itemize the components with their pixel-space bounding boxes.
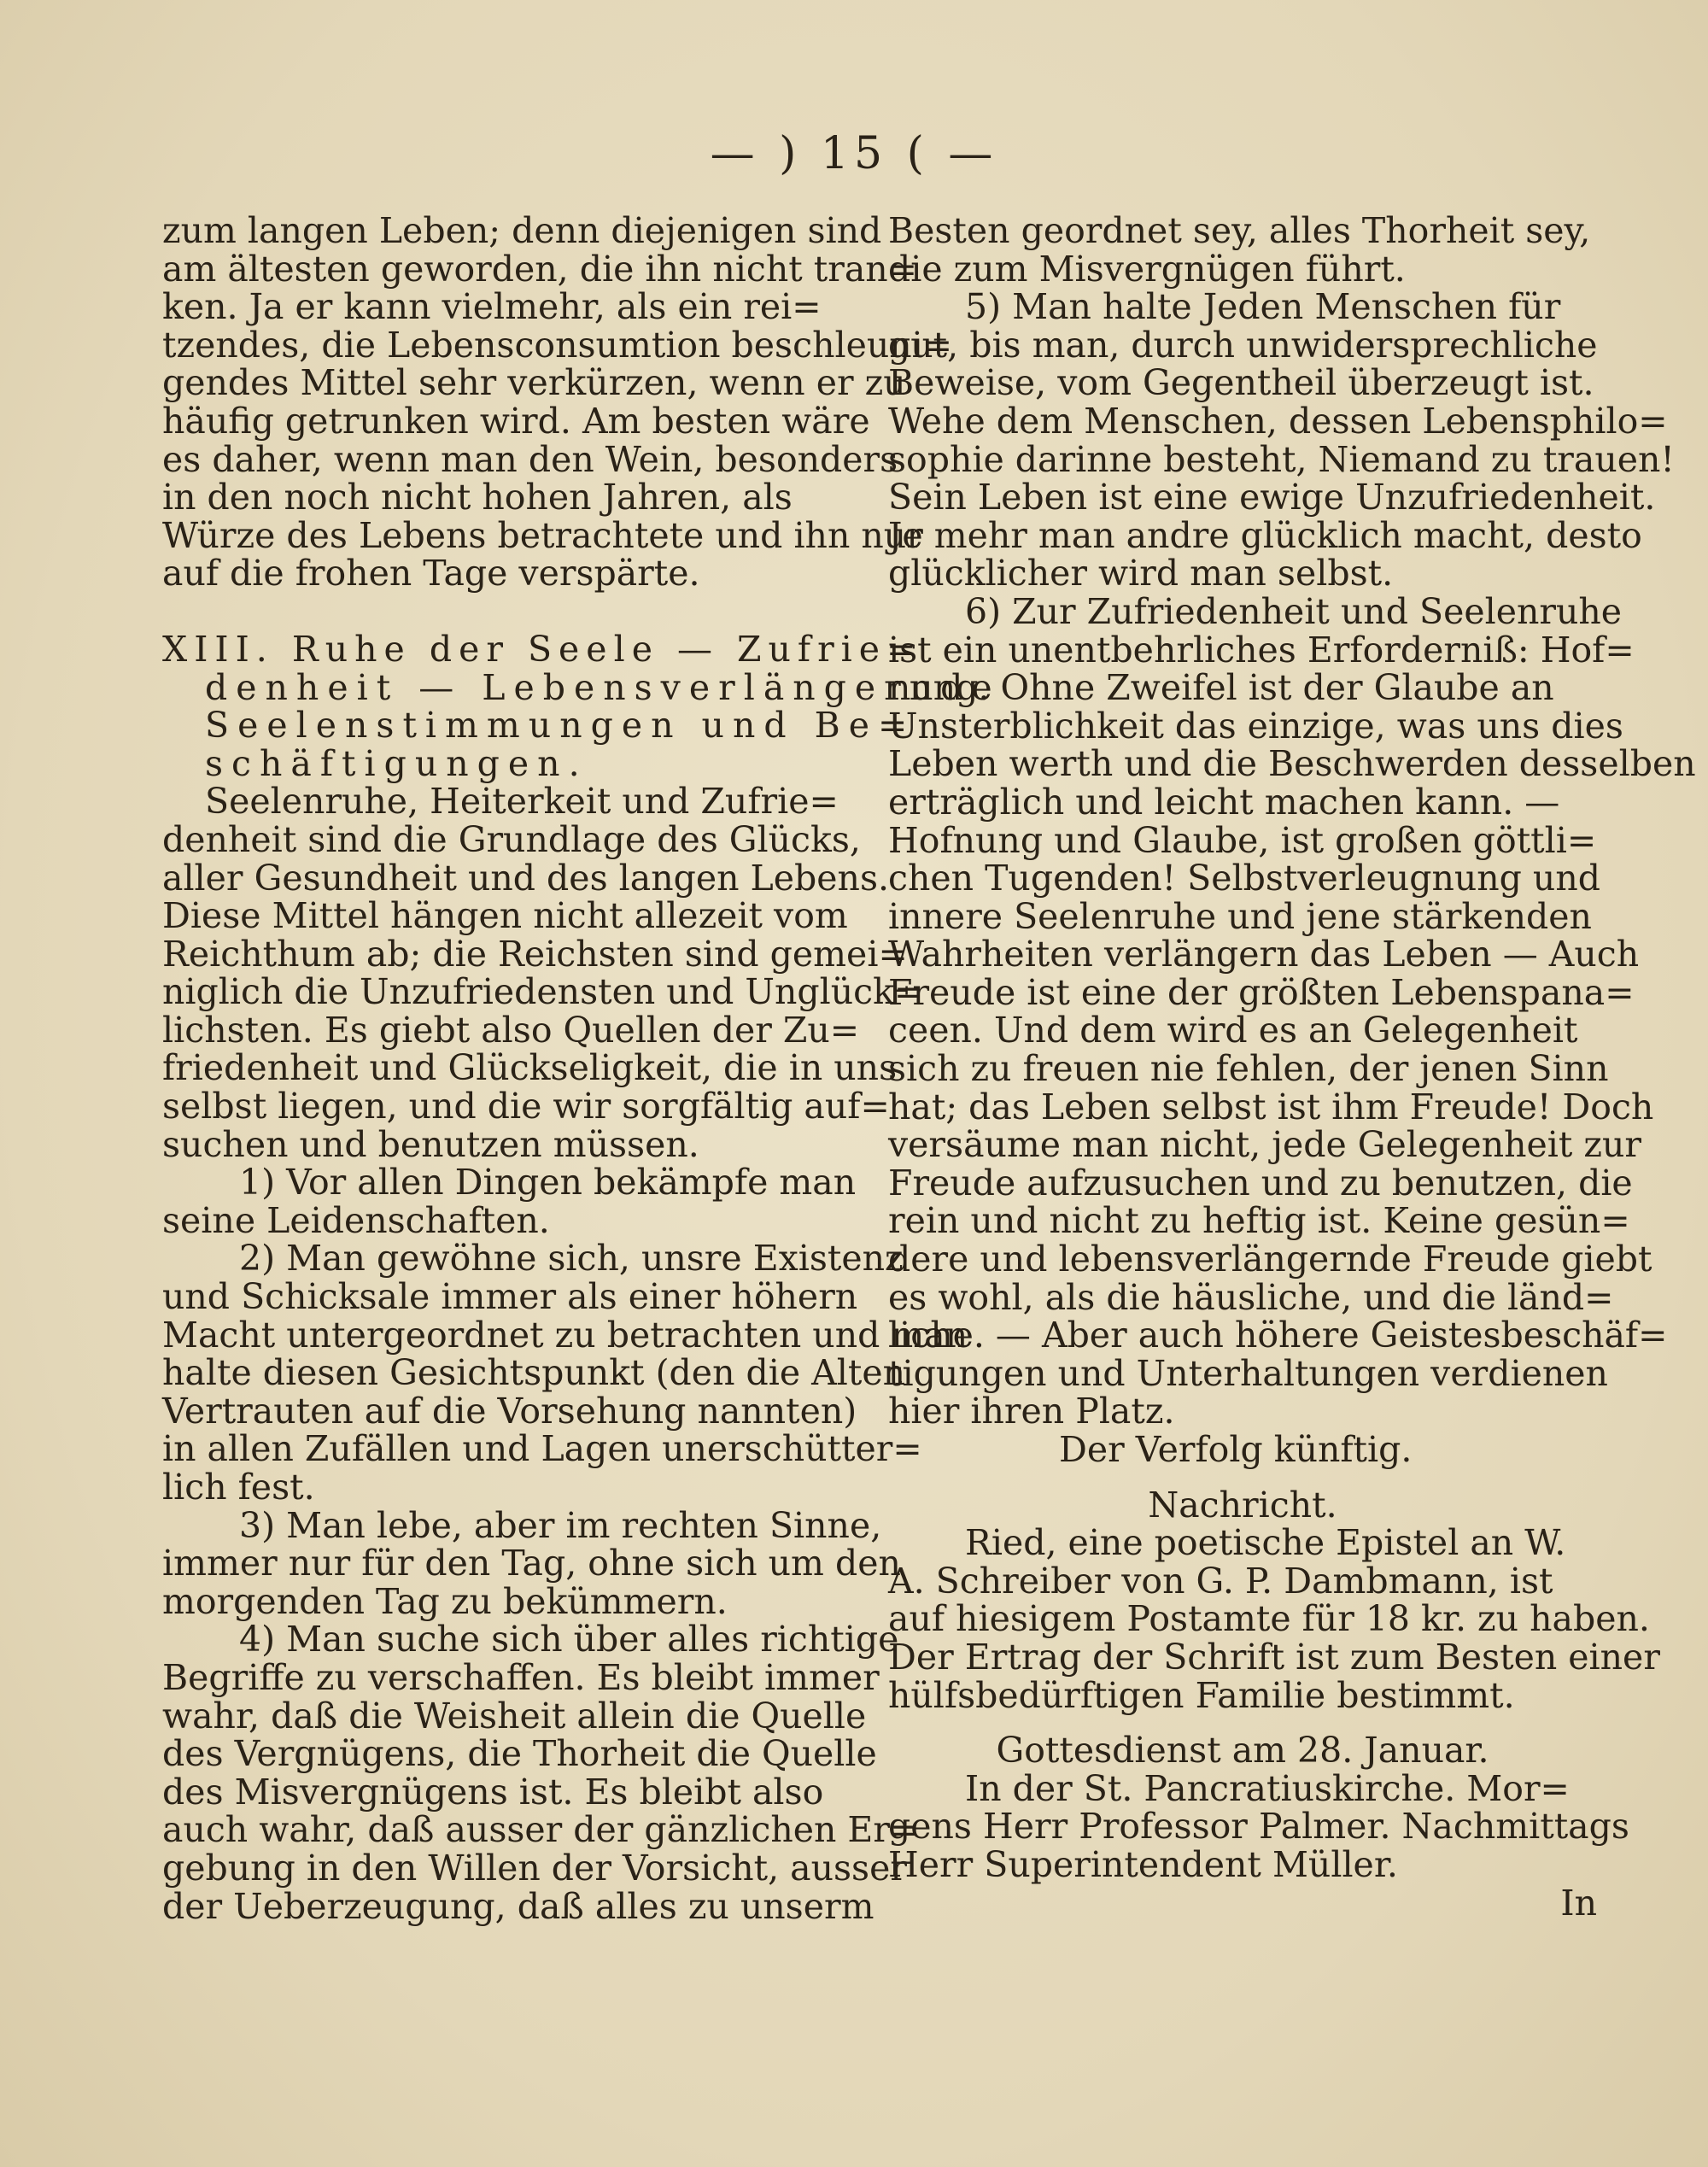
spacer (888, 1469, 1597, 1486)
text-line: in allen Zufällen und Lagen unerschütter= (162, 1428, 922, 1470)
left-column (162, 210, 1001, 1927)
heading-line: Seelenstimmungen und Be= (205, 705, 916, 747)
text-line: der Ueberzeugung, daß alles zu unserm (162, 1885, 874, 1927)
text-line: 3) Man lebe, aber im rechten Sinne, (239, 1504, 882, 1546)
text-line: häufig getrunken wird. Am besten wäre (162, 400, 870, 442)
text-line: des Misvergnügens ist. Es bleibt also (162, 1771, 824, 1813)
text-line: wahr, daß die Weisheit allein die Quelle (162, 1695, 867, 1737)
text-line: Leben werth und die Beschwerden desselben (888, 743, 1696, 785)
text-line: rein und nicht zu heftig ist. Keine gesün= (888, 1200, 1630, 1242)
item-2 (162, 1238, 968, 1508)
text-line: aller Gesundheit und des langen Lebens. (162, 857, 890, 899)
text-line: gendes Mittel sehr verkürzen, wenn er zu (162, 362, 906, 404)
text-line: gebung in den Willen der Vorsicht, ausser (162, 1847, 907, 1889)
right-column (888, 210, 1696, 1924)
text-line: friedenheit und Glückseligkeit, die in uns (162, 1047, 898, 1089)
section-heading (162, 628, 1001, 784)
text-line: 5) Man halte Jeden Menschen für (965, 286, 1561, 328)
text-line: lich fest. (162, 1467, 315, 1508)
text-line: auch wahr, daß ausser der gänzlichen Er= (162, 1809, 920, 1851)
heading-line: XIII. Ruhe der Seele — Zufrie= (162, 628, 923, 670)
text-line: 4) Man suche sich über alles richtige (239, 1619, 899, 1660)
text-line: Vertrauten auf die Vorsehung nannten) (162, 1390, 857, 1432)
text-line: hülfsbedürftigen Familie bestimmt. (888, 1674, 1515, 1716)
text-line: gut, bis man, durch unwidersprechliche (888, 324, 1598, 366)
page-number-header: — ) 15 ( — (710, 128, 998, 179)
text-line: selbst liegen, und die wir sorgfältig auf= (162, 1086, 890, 1127)
text-line: Hofnung und Glaube, ist großen göttli= (888, 819, 1597, 861)
spacer (888, 1714, 1597, 1731)
text-line: Macht untergeordnet zu betrachten und man (162, 1314, 968, 1356)
text-line: Sein Leben ist eine ewige Unzufriedenheit. (888, 477, 1656, 518)
text-line: gens Herr Professor Palmer. Nachmittags (888, 1806, 1629, 1848)
item-1 (162, 1163, 871, 1239)
text-line: auf die frohen Tage verspärte. (162, 553, 700, 594)
notice-heading: Nachricht. (1148, 1484, 1337, 1526)
text-line: sich zu freuen nie fehlen, der jenen Sinn (888, 1048, 1609, 1090)
text-line: lichsten. Es giebt also Quellen der Zu= (162, 1009, 860, 1051)
text-line: Freude aufzusuchen und zu benutzen, die (888, 1162, 1633, 1204)
text-line: des Vergnügens, die Thorheit die Quelle (162, 1733, 877, 1775)
text-line: Diese Mittel hängen nicht allezeit vom (162, 895, 848, 937)
text-line: In der St. Pancratiuskirche. Mor= (965, 1767, 1570, 1809)
text-line: in den noch nicht hohen Jahren, als (162, 477, 793, 518)
text-line: hier ihren Platz. (888, 1391, 1175, 1432)
text-line: Wahrheiten verlängern das Leben — Auch (888, 934, 1640, 975)
text-line: es wohl, als die häusliche, und die länd= (888, 1276, 1614, 1318)
text-line: Reichthum ab; die Reichsten sind gemei= (162, 933, 908, 975)
text-line: Begriffe zu verschaffen. Es bleibt immer (162, 1656, 880, 1698)
text-line: Besten geordnet sey, alles Thorheit sey, (888, 210, 1591, 251)
text-line: innere Seelenruhe und jene stärkenden (888, 895, 1592, 937)
text-line: Herr Superintendent Müller. (888, 1843, 1398, 1885)
item-5 (888, 286, 1675, 594)
text-line: Freude ist eine der größten Lebenspana= (888, 971, 1635, 1013)
item-6 (888, 590, 1696, 1432)
text-line: Unsterblichkeit das einzige, was uns dies (888, 705, 1623, 747)
text-line: chen Tugenden! Selbstverleugnung und (888, 858, 1600, 899)
text-line: 6) Zur Zufriedenheit und Seelenruhe (965, 590, 1623, 632)
text-line: immer nur für den Tag, ohne sich um den (162, 1543, 901, 1584)
continued-note: Der Verfolg künftig. (1059, 1429, 1413, 1470)
text-line: zum langen Leben; denn diejenigen sind (162, 210, 882, 251)
text-line: dere und lebensverlängernde Freude giebt (888, 1239, 1652, 1280)
text-line: Je mehr man andre glücklich macht, desto (888, 514, 1642, 556)
text-line: Der Ertrag der Schrift ist zum Besten einer (888, 1636, 1660, 1678)
intro-paragraph (162, 210, 953, 594)
text-line: Beweise, vom Gegentheil überzeugt ist. (888, 362, 1594, 404)
text-line: liche. — Aber auch höhere Geistesbeschäf= (888, 1315, 1668, 1356)
text-line: A. Schreiber von G. P. Dambmann, ist (888, 1560, 1553, 1602)
text-line: 1) Vor allen Dingen bekämpfe man (239, 1162, 857, 1204)
paragraph-seelenruhe (162, 781, 924, 1165)
text-line: am ältesten geworden, die ihn nicht tran= (162, 248, 918, 290)
continuation (888, 212, 1597, 288)
text-line: die zum Misvergnügen führt. (888, 248, 1406, 290)
text-line: tzendes, die Lebensconsumtion beschleuni= (162, 324, 953, 366)
catchword: In (1560, 1882, 1597, 1924)
text-line: ist ein unentbehrliches Erforderniß: Hof= (888, 629, 1635, 671)
text-line: glücklicher wird man selbst. (888, 553, 1394, 594)
text-line: 2) Man gewöhne sich, unsre Existenz (239, 1238, 904, 1280)
item-3 (162, 1504, 901, 1622)
text-line: denheit sind die Grundlage des Glücks, (162, 818, 861, 860)
item-4 (162, 1619, 920, 1927)
heading-line: schäftigungen. (205, 742, 588, 784)
text-line: niglich die Unzufriedensten und Unglück= (162, 971, 924, 1013)
text-line: hat; das Leben selbst ist ihm Freude! Doch (888, 1086, 1654, 1127)
text-line: ken. Ja er kann vielmehr, als ein rei= (162, 286, 822, 328)
text-line: ceen. Und dem wird es an Gelegenheit (888, 1010, 1578, 1051)
text-line: seine Leidenschaften. (162, 1199, 550, 1241)
text-line: suchen und benutzen müssen. (162, 1123, 699, 1165)
text-line: Würze des Lebens betrachtete und ihn nur (162, 514, 923, 556)
text-line: nung. Ohne Zweifel ist der Glaube an (888, 667, 1554, 709)
notice-paragraph (888, 1522, 1660, 1716)
text-line: halte diesen Gesichtspunkt (den die Alten (162, 1352, 906, 1394)
text-line: es daher, wenn man den Wein, besonders (162, 438, 898, 480)
text-line: morgenden Tag zu bekümmern. (162, 1580, 728, 1622)
spacer (162, 593, 871, 630)
service-paragraph (888, 1767, 1629, 1885)
text-line: und Schicksale immer als einer höhern (162, 1276, 858, 1318)
service-heading: Gottesdienst am 28. Januar. (996, 1730, 1489, 1772)
text-line: Seelenruhe, Heiterkeit und Zufrie= (205, 781, 839, 823)
text-line: Wehe dem Menschen, dessen Lebensphilo= (888, 400, 1668, 442)
text-line: sophie darinne besteht, Niemand zu trauen! (888, 438, 1675, 480)
text-line: versäume man nicht, jede Gelegenheit zur (888, 1124, 1642, 1166)
heading-line: denheit — Lebensverlängernde (205, 666, 1001, 708)
text-line: tigungen und Unterhaltungen verdienen (888, 1352, 1608, 1394)
text-line: auf hiesigem Postamte für 18 kr. zu haben. (888, 1598, 1650, 1640)
text-line: Ried, eine poetische Epistel an W. (965, 1522, 1566, 1564)
text-line: erträglich und leicht machen kann. — (888, 781, 1560, 823)
